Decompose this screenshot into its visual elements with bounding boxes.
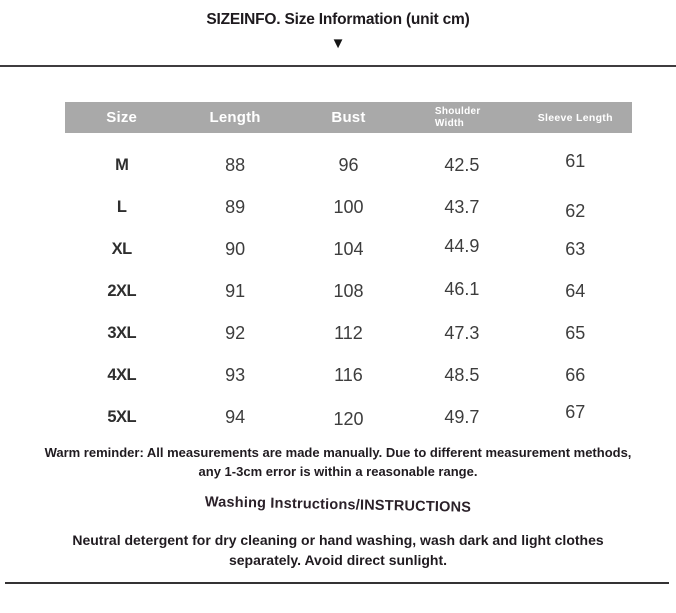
warm-reminder-text: Warm reminder: All measurements are made manually. Due to different measurement methods, any 1-3cm error is within a reasonable range.	[44, 445, 632, 479]
cell-size: L	[116, 197, 127, 216]
size-table-header-row	[65, 102, 632, 133]
page-title: SIZEINFO. Size Information (unit cm)	[206, 11, 470, 28]
column-header-bust: Bust	[331, 109, 366, 126]
bottom-divider	[5, 582, 669, 584]
cell-sleeve_length: 66	[565, 364, 586, 385]
cell-size: 4XL	[107, 365, 137, 384]
cell-shoulder_width: 49.7	[444, 406, 480, 427]
column-header-shoulder_width: Shoulder Width	[434, 105, 481, 129]
size-table-body	[65, 133, 632, 438]
table-row	[65, 270, 632, 312]
cell-shoulder_width: 42.5	[444, 154, 480, 175]
washing-instructions-heading: Washing Instructions/INSTRUCTIONS	[204, 494, 472, 516]
column-header-sleeve_length: Sleeve Length	[537, 111, 613, 124]
cell-length: 88	[225, 154, 246, 175]
column-header-size: Size	[106, 109, 138, 126]
cell-sleeve_length: 61	[565, 150, 586, 171]
cell-length: 93	[225, 364, 246, 385]
washing-note-text: Neutral detergent for dry cleaning or hand washing, wash dark and light clothes separately. Avoid direct sunlight.	[72, 532, 604, 569]
cell-length: 92	[225, 322, 246, 343]
cell-bust: 100	[333, 196, 364, 217]
cell-length: 91	[225, 280, 246, 301]
table-row	[65, 186, 632, 228]
cell-size: M	[115, 155, 129, 174]
size-table	[65, 102, 632, 438]
table-row	[65, 396, 632, 438]
table-row	[65, 312, 632, 354]
cell-shoulder_width: 47.3	[444, 322, 480, 343]
table-row	[65, 354, 632, 396]
table-row	[65, 228, 632, 270]
cell-length: 90	[225, 238, 246, 259]
cell-bust: 116	[334, 364, 363, 385]
cell-sleeve_length: 67	[565, 401, 586, 422]
cell-bust: 96	[338, 154, 359, 175]
cell-sleeve_length: 62	[565, 200, 586, 221]
cell-sleeve_length: 64	[565, 280, 586, 301]
cell-size: 3XL	[107, 323, 137, 342]
top-divider	[0, 65, 676, 67]
cell-shoulder_width: 46.1	[444, 278, 480, 299]
cell-bust: 108	[333, 280, 364, 301]
cell-length: 94	[225, 406, 246, 427]
cell-bust: 104	[333, 238, 364, 259]
down-arrow-icon: ▼	[330, 35, 346, 52]
table-row	[65, 144, 632, 186]
cell-size: 2XL	[107, 281, 137, 300]
cell-shoulder_width: 44.9	[444, 235, 480, 256]
cell-sleeve_length: 65	[565, 322, 586, 343]
cell-size: 5XL	[107, 407, 137, 426]
cell-bust: 112	[334, 322, 363, 343]
cell-sleeve_length: 63	[565, 238, 586, 259]
cell-bust: 120	[333, 408, 364, 429]
cell-shoulder_width: 48.5	[444, 364, 480, 385]
cell-size: XL	[111, 239, 132, 258]
cell-shoulder_width: 43.7	[444, 196, 480, 217]
column-header-length: Length	[209, 109, 261, 126]
cell-length: 89	[225, 196, 246, 217]
